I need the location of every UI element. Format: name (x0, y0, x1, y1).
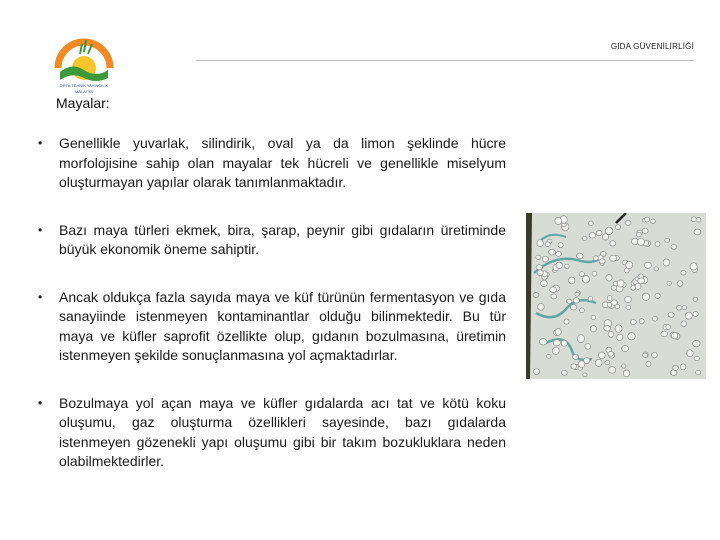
yeast-cell (567, 299, 572, 303)
yeast-cell (628, 333, 635, 340)
yeast-cell (550, 287, 557, 293)
bullet-dot-icon: • (38, 222, 43, 237)
yeast-cell (665, 238, 670, 242)
yeast-cell (552, 347, 559, 354)
yeast-cell (682, 306, 687, 310)
yeast-cell (622, 346, 629, 352)
yeast-cell (545, 242, 550, 247)
yeast-cell (582, 236, 587, 240)
bullet-list (38, 134, 506, 500)
yeast-cell (598, 352, 605, 359)
yeast-cell (654, 267, 658, 271)
yeast-cell (582, 276, 589, 283)
yeast-cell (667, 281, 672, 285)
yeast-cell (611, 285, 617, 290)
yeast-cell (615, 325, 622, 332)
yeast-cell (625, 220, 630, 225)
yeast-cell (626, 262, 633, 269)
yeast-cell (596, 231, 602, 236)
yeast-cell (666, 325, 671, 330)
yeast-cell (696, 218, 701, 223)
yeast-cell (655, 242, 660, 247)
bullet-item (38, 134, 506, 193)
header-divider (196, 60, 694, 61)
logo-text-1: ORTA TEHNİK YAYINCILIK (59, 83, 109, 88)
yeast-cells-illustration (526, 213, 706, 379)
yeast-cell (542, 256, 548, 262)
yeast-cell (637, 232, 642, 236)
yeast-cell (690, 263, 697, 270)
yeast-cell (564, 319, 569, 324)
yeast-cell (691, 217, 696, 222)
yeast-cell (694, 356, 699, 360)
yeast-cell (607, 296, 612, 301)
yeast-cell (541, 280, 548, 287)
yeast-cell (625, 296, 632, 302)
yeast-cell (673, 365, 679, 370)
yeast-cell (623, 370, 629, 377)
yeast-cell (558, 243, 563, 248)
yeast-cell (583, 373, 587, 377)
yeast-cell (631, 285, 636, 290)
yeast-cell (580, 308, 585, 313)
yeast-cell (588, 296, 593, 301)
yeast-cell (585, 344, 591, 350)
bullet-text: Ancak oldukça fazla sayıda maya ve küf türünün fermentasyon ve gıda sanayiinde istenmeyen kontaminantlar olduğu bilinmektedir. Bu tür maya ve küfler saprofit özellikte olup, gıdanın bozulmasına, üretimin istenmeyen şekilde sonuçlanmasına yol açmaktadırlar. (59, 288, 506, 363)
yeast-cell (630, 320, 636, 325)
bullet-text: Bozulmaya yol açan maya ve küfler gıdalarda acı tat ve kötü koku oluşumu, gaz oluşturma özellikleri sayesinde, bazı gıdalarda istenmeyen gözenekli yapı oluşumu gibi bir takım bozukluklara neden olabilmektedirler. (59, 394, 506, 469)
yeast-cell (533, 293, 539, 298)
yeast-cell (577, 335, 584, 343)
yeast-cell (556, 252, 562, 257)
yeast-cell (589, 233, 596, 239)
header-title: GIDA GÜVENİLİRLİĞİ (610, 42, 694, 51)
yeast-cell (533, 369, 539, 375)
yeast-cell (561, 340, 567, 346)
yeast-cell (606, 275, 612, 282)
yeast-cell (556, 262, 562, 269)
yeast-cell (637, 238, 644, 245)
yeast-cell (539, 339, 547, 345)
yeast-cell (573, 354, 579, 359)
yeast-cell (591, 315, 596, 319)
bullet-dot-icon: • (38, 395, 43, 410)
yeast-cell (639, 319, 644, 324)
yeast-cell (589, 221, 594, 226)
yeast-cell (575, 292, 580, 296)
yeast-cell (610, 241, 616, 246)
yeast-cell (608, 351, 614, 356)
yeast-cell (579, 272, 584, 277)
yeast-cell (608, 331, 613, 337)
yeast-cell (687, 350, 694, 357)
yeast-cell (538, 304, 545, 311)
bullet-item (38, 221, 506, 260)
yeast-cell (644, 262, 651, 268)
bullet-item (38, 288, 506, 366)
yeast-cell (642, 228, 648, 233)
yeast-cell (549, 249, 556, 255)
yeast-cell (611, 300, 618, 305)
yeast-cell (693, 340, 700, 346)
yeast-cell (663, 259, 670, 266)
bullet-text: Genellikle yuvarlak, silindirik, oval ya da limon şeklinde hücre morfolojisine sahip olan mayalar tek hücreli ve genellikle miselyum oluşturmayan yapılar olarak tanımlanmaktadır. (59, 135, 506, 190)
yeast-cell (642, 293, 649, 300)
yeast-cell (573, 298, 579, 303)
yeast-cell (537, 270, 543, 276)
yeast-cell (547, 355, 552, 359)
yeast-microscope-image (526, 213, 706, 379)
bullet-item (38, 394, 506, 472)
yeast-cell (537, 240, 544, 247)
yeast-cell (668, 312, 674, 317)
yeast-cell (671, 332, 678, 338)
yeast-cell (671, 244, 677, 249)
yeast-cell (635, 283, 641, 289)
yeast-cell (676, 306, 681, 311)
yeast-cell (590, 326, 596, 332)
yeast-cell (681, 321, 687, 327)
yeast-cell (555, 217, 562, 224)
bullet-text: Bazı maya türleri ekmek, bira, şarap, peynir gibi gıdaların üretiminde büyük ekonomik öneme sahiptir. (59, 221, 506, 257)
yeast-cell (693, 297, 698, 301)
yeast-cell (599, 259, 605, 264)
yeast-cell (610, 255, 617, 261)
yeast-cell (677, 281, 683, 287)
yeast-cell (680, 364, 686, 370)
yeast-cell (579, 361, 585, 368)
yeast-cell (571, 364, 577, 369)
bullet-dot-icon: • (38, 136, 43, 150)
yeast-cell (605, 361, 610, 365)
logo (50, 26, 118, 96)
yeast-cell (595, 359, 602, 366)
yeast-cell (603, 234, 609, 240)
bullet-dot-icon: • (38, 289, 43, 304)
yeast-cell (655, 293, 660, 298)
slide-title: Mayalar: (56, 95, 110, 111)
yeast-cell (576, 253, 583, 259)
yeast-cell (651, 219, 656, 223)
yeast-cell (593, 256, 598, 260)
yeast-cell (553, 340, 560, 346)
yeast-cell (592, 271, 597, 276)
yeast-cell (536, 255, 541, 259)
yeast-cell (617, 280, 624, 287)
yeast-cell (551, 294, 557, 299)
yeast-cell (609, 367, 616, 374)
yeast-cell (694, 229, 701, 235)
yeast-cell (565, 264, 569, 268)
yeast-cell (645, 217, 650, 222)
yeast-cell (626, 305, 631, 309)
yeast-cell (646, 361, 651, 366)
yeast-cell (604, 326, 611, 332)
yeast-cell (536, 265, 542, 270)
yeast-cell (561, 370, 567, 375)
yeast-cell (661, 331, 668, 337)
yeast-cell (617, 334, 623, 340)
yeast-cell (643, 353, 648, 357)
yeast-cell (681, 270, 686, 275)
yeast-cell (621, 364, 626, 368)
yeast-cell (652, 316, 657, 321)
yeast-cell (638, 278, 645, 284)
yeast-cell (570, 305, 576, 310)
yeast-cell (685, 312, 692, 319)
yeast-cell (615, 225, 620, 230)
yeast-cell (652, 352, 658, 358)
yeast-cell (605, 227, 613, 234)
yeast-cell (568, 277, 575, 284)
yeast-cell (693, 312, 698, 317)
yeast-cell (555, 329, 561, 336)
logo-text-2: MALATYA (74, 89, 94, 94)
yeast-cell (696, 370, 701, 374)
